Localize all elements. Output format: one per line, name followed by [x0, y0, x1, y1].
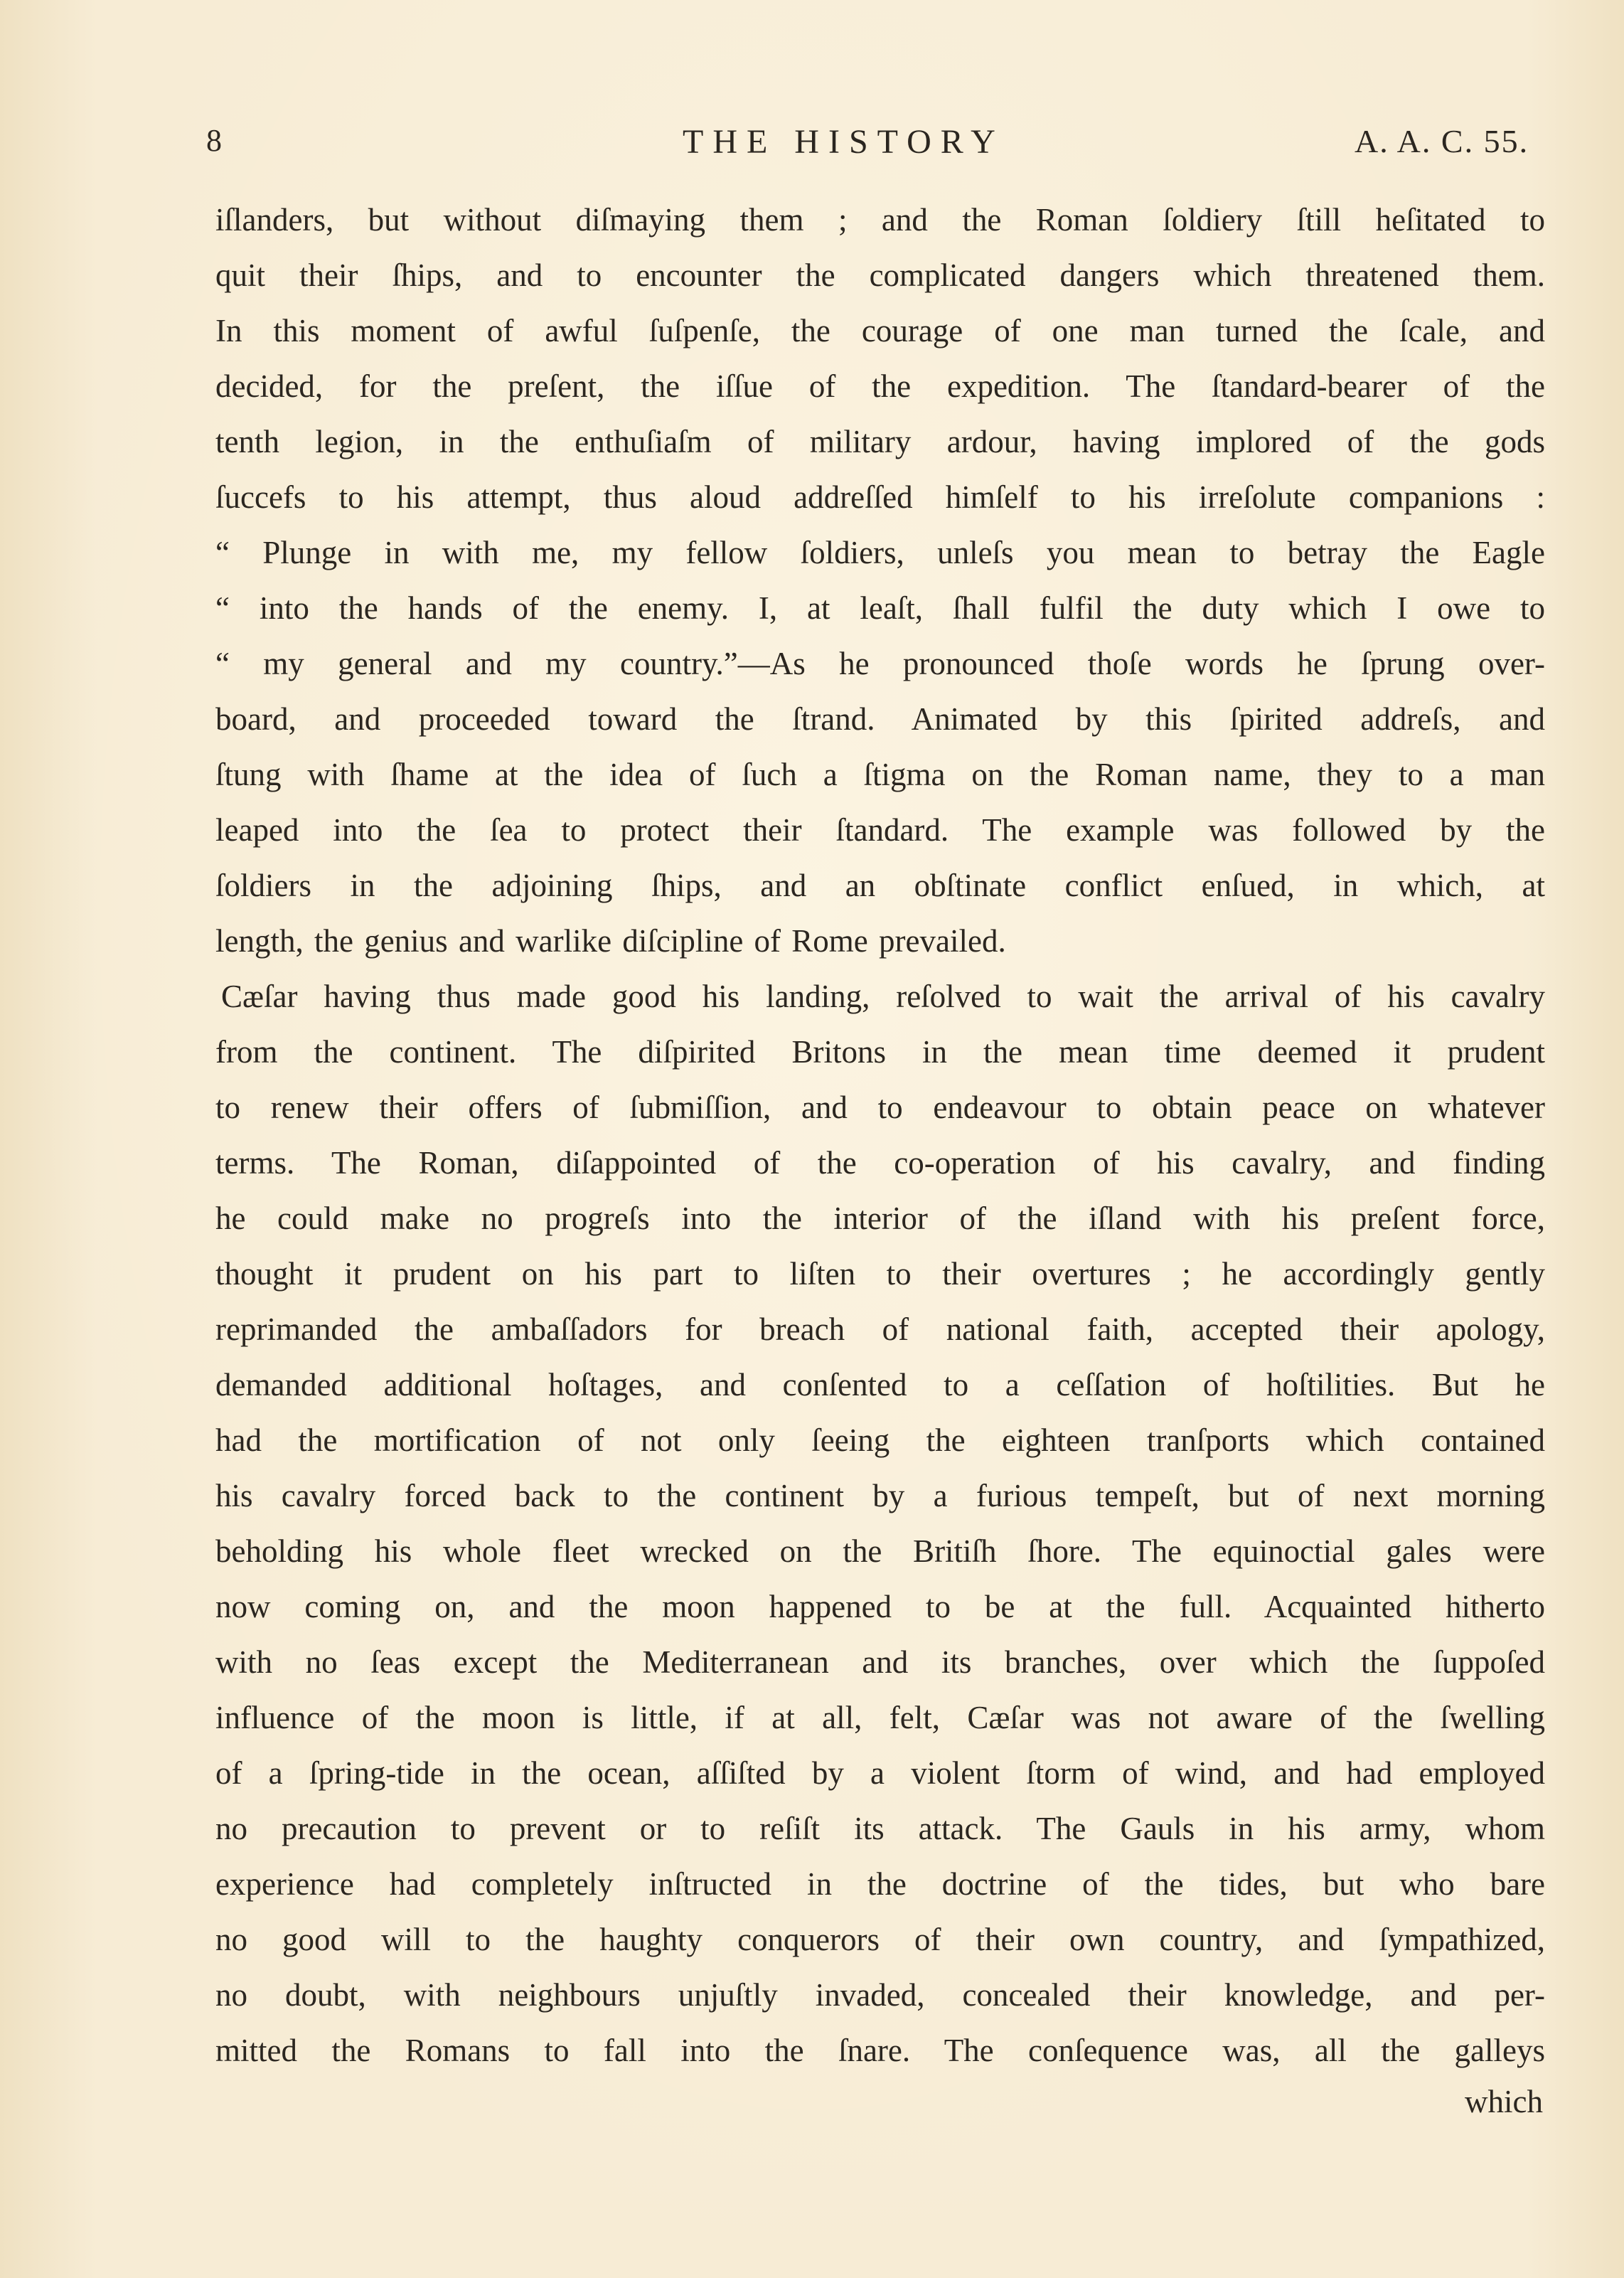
text-line: “ into the hands of the enemy. I, at leaſt, ſhall fulfil the duty which I owe to	[215, 590, 1545, 626]
text-line: length, the genius and warlike diſcipline of Rome prevailed.	[215, 923, 1006, 959]
text-line: beholding his whole fleet wrecked on the Britiſh ſhore. The equinoctial gales were	[215, 1533, 1545, 1569]
text-line: his cavalry forced back to the continent by a furious tempeſt, but of next morning	[215, 1478, 1545, 1513]
text-line: had the mortification of not only ſeeing the eighteen tranſports which contained	[215, 1422, 1545, 1458]
running-title: THE HISTORY	[683, 123, 1005, 161]
text-line: mitted the Romans to fall into the ſnare. The conſequence was, all the galleys	[215, 2033, 1545, 2068]
page-number: 8	[206, 123, 223, 158]
text-line: he could make no progreſs into the interior of the iſland with his preſent force,	[215, 1201, 1545, 1236]
catchword: which	[1465, 2084, 1543, 2119]
text-line: terms. The Roman, diſappointed of the co-operation of his cavalry, and finding	[215, 1145, 1545, 1181]
text-line: “ my general and my country.”—As he pronounced thoſe words he ſprung over-	[215, 646, 1545, 681]
body-text	[215, 192, 1545, 2078]
text-line: no good will to the haughty conquerors of their own country, and ſympathized,	[215, 1922, 1545, 1957]
text-line: demanded additional hoſtages, and conſented to a ceſſation of hoſtilities. But he	[215, 1367, 1545, 1403]
text-line: from the continent. The diſpirited Britons in the mean time deemed it prudent	[215, 1034, 1545, 1070]
text-line: quit their ſhips, and to encounter the complicated dangers which threatened them.	[215, 257, 1545, 293]
text-line: with no ſeas except the Mediterranean and its branches, over which the ſuppoſed	[215, 1644, 1545, 1680]
text-line: to renew their offers of ſubmiſſion, and to endeavour to obtain peace on whatever	[215, 1090, 1545, 1125]
text-line: decided, for the preſent, the iſſue of the expedition. The ſtandard-bearer of the	[215, 368, 1545, 404]
text-line: board, and proceeded toward the ſtrand. Animated by this ſpirited addreſs, and	[215, 701, 1545, 737]
text-line: ſuccefs to his attempt, thus aloud addreſſed himſelf to his irreſolute companions :	[215, 479, 1545, 515]
text-line: experience had completely inſtructed in the doctrine of the tides, but who bare	[215, 1866, 1545, 1902]
text-line: of a ſpring-tide in the ocean, aſſiſted by a violent ſtorm of wind, and had employed	[215, 1755, 1545, 1791]
text-line: Cæſar having thus made good his landing, reſolved to wait the arrival of his cavalry	[221, 979, 1545, 1014]
running-head	[0, 122, 1624, 172]
text-line: influence of the moon is little, if at all, felt, Cæſar was not aware of the ſwelling	[215, 1700, 1545, 1735]
text-line: iſlanders, but without diſmaying them ; and the Roman ſoldiery ſtill heſitated to	[215, 202, 1545, 238]
text-line: “ Plunge in with me, my fellow ſoldiers, unleſs you mean to betray the Eagle	[215, 535, 1545, 570]
text-line: ſtung with ſhame at the idea of ſuch a ſtigma on the Roman name, they to a man	[215, 757, 1545, 792]
text-line: tenth legion, in the enthuſiaſm of military ardour, having implored of the gods	[215, 424, 1545, 459]
text-line: thought it prudent on his part to liſten to their overtures ; he accordingly gently	[215, 1256, 1545, 1292]
running-date: A. A. C. 55.	[1355, 123, 1529, 159]
text-line: ſoldiers in the adjoining ſhips, and an obſtinate conflict enſued, in which, at	[215, 868, 1545, 903]
text-line: reprimanded the ambaſſadors for breach of national faith, accepted their apology,	[215, 1311, 1545, 1347]
text-line: leaped into the ſea to protect their ſtandard. The example was followed by the	[215, 812, 1545, 848]
text-line: In this moment of awful ſuſpenſe, the courage of one man turned the ſcale, and	[215, 313, 1545, 348]
text-line: now coming on, and the moon happened to be at the full. Acquainted hitherto	[215, 1589, 1545, 1624]
text-line: no doubt, with neighbours unjuſtly invaded, concealed their knowledge, and per-	[215, 1977, 1545, 2013]
text-line: no precaution to prevent or to reſiſt its attack. The Gauls in his army, whom	[215, 1811, 1545, 1846]
